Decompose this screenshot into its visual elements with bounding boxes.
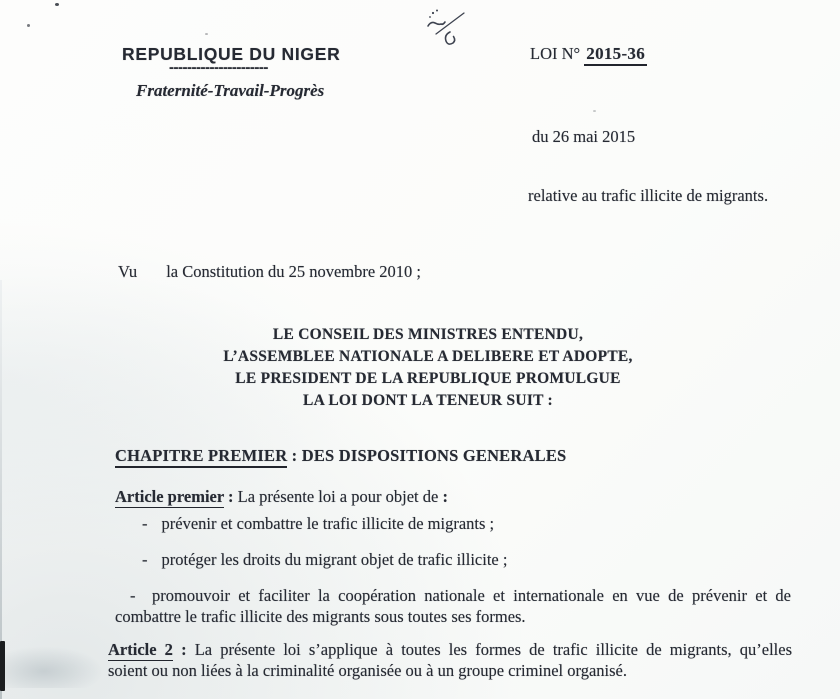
article-1-bullet-3-line-1 — [130, 585, 791, 607]
scan-speck — [55, 3, 59, 6]
law-subject: relative au trafic illicite de migrants. — [528, 186, 769, 205]
bullet-dash: - — [130, 586, 136, 605]
bullet-text: protéger les droits du migrant objet de trafic illicite ; — [161, 550, 508, 569]
law-number: 2015-36 — [584, 44, 647, 66]
scan-speck — [593, 110, 596, 112]
bullet-text: prévenir et combattre le trafic illicite de migrants ; — [161, 514, 495, 533]
visa-line — [118, 262, 421, 282]
article-1-bullet-2 — [142, 550, 507, 570]
scan-speck — [205, 33, 208, 35]
article-1-intro-colon: : — [438, 487, 448, 506]
preamble-line-1: LE CONSEIL DES MINISTRES ENTENDU, — [272, 326, 584, 343]
preamble-line-4: LA LOI DONT LA TENEUR SUIT : — [303, 392, 553, 409]
article-1-bullet-1 — [142, 514, 494, 534]
law-date: du 26 mai 2015 — [532, 127, 636, 146]
article-1-bullet-3-line-2: combattre le trafic illicite des migrants sous toutes ses formes. — [115, 607, 526, 626]
chapter-separator: : — [287, 446, 302, 465]
law-number-label: LOI N° — [530, 44, 581, 63]
visa-text: la Constitution du 25 novembre 2010 ; — [166, 262, 422, 281]
scan-speck — [27, 24, 30, 27]
bullet-dash: - — [142, 514, 148, 533]
chapter-heading — [115, 446, 566, 466]
scan-edge-line — [0, 280, 2, 699]
chapter-title: DES DISPOSITIONS GENERALES — [301, 446, 567, 465]
preamble-line-3: LE PRESIDENT DE LA REPUBLIQUE PROMULGUE — [235, 370, 621, 387]
article-1-intro: La présente loi a pour objet de — [237, 487, 439, 506]
scan-shadow-blotch — [4, 646, 104, 688]
article-2-label: Article 2 — [108, 640, 173, 659]
law-number-line — [530, 44, 647, 64]
chapter-number: CHAPITRE PREMIER — [115, 446, 287, 468]
header-separator: ---------------------- — [169, 59, 268, 76]
bullet-dash: - — [142, 550, 148, 569]
article-1-separator: : — [223, 487, 238, 506]
article-2-text: La présente loi s’applique à toutes les formes de trafic illicite de migrants, qu’elles — [194, 640, 792, 659]
preamble-block — [178, 324, 678, 412]
article-1-label: Article premier — [115, 487, 224, 506]
article-2-line-1 — [108, 639, 792, 661]
bullet-text: promouvoir et faciliter la coopération nationale et internationale en vue de prévenir et de — [152, 586, 791, 605]
handwritten-annotation — [424, 4, 468, 50]
article-2-separator: : — [172, 640, 195, 659]
article-2-line-2: soient ou non liées à la criminalité organisée ou à un groupe criminel organisé. — [108, 661, 627, 680]
visa-label: Vu — [118, 262, 138, 281]
country-name: REPUBLIQUE DU NIGER — [122, 44, 341, 64]
article-1-heading — [115, 487, 448, 507]
preamble-line-2: L’ASSEMBLEE NATIONALE A DELIBERE ET ADOPTE, — [223, 348, 633, 365]
scan-bottom-band — [0, 688, 840, 699]
scan-edge-bar — [0, 641, 5, 691]
national-motto: Fraternité-Travail-Progrès — [136, 81, 325, 100]
